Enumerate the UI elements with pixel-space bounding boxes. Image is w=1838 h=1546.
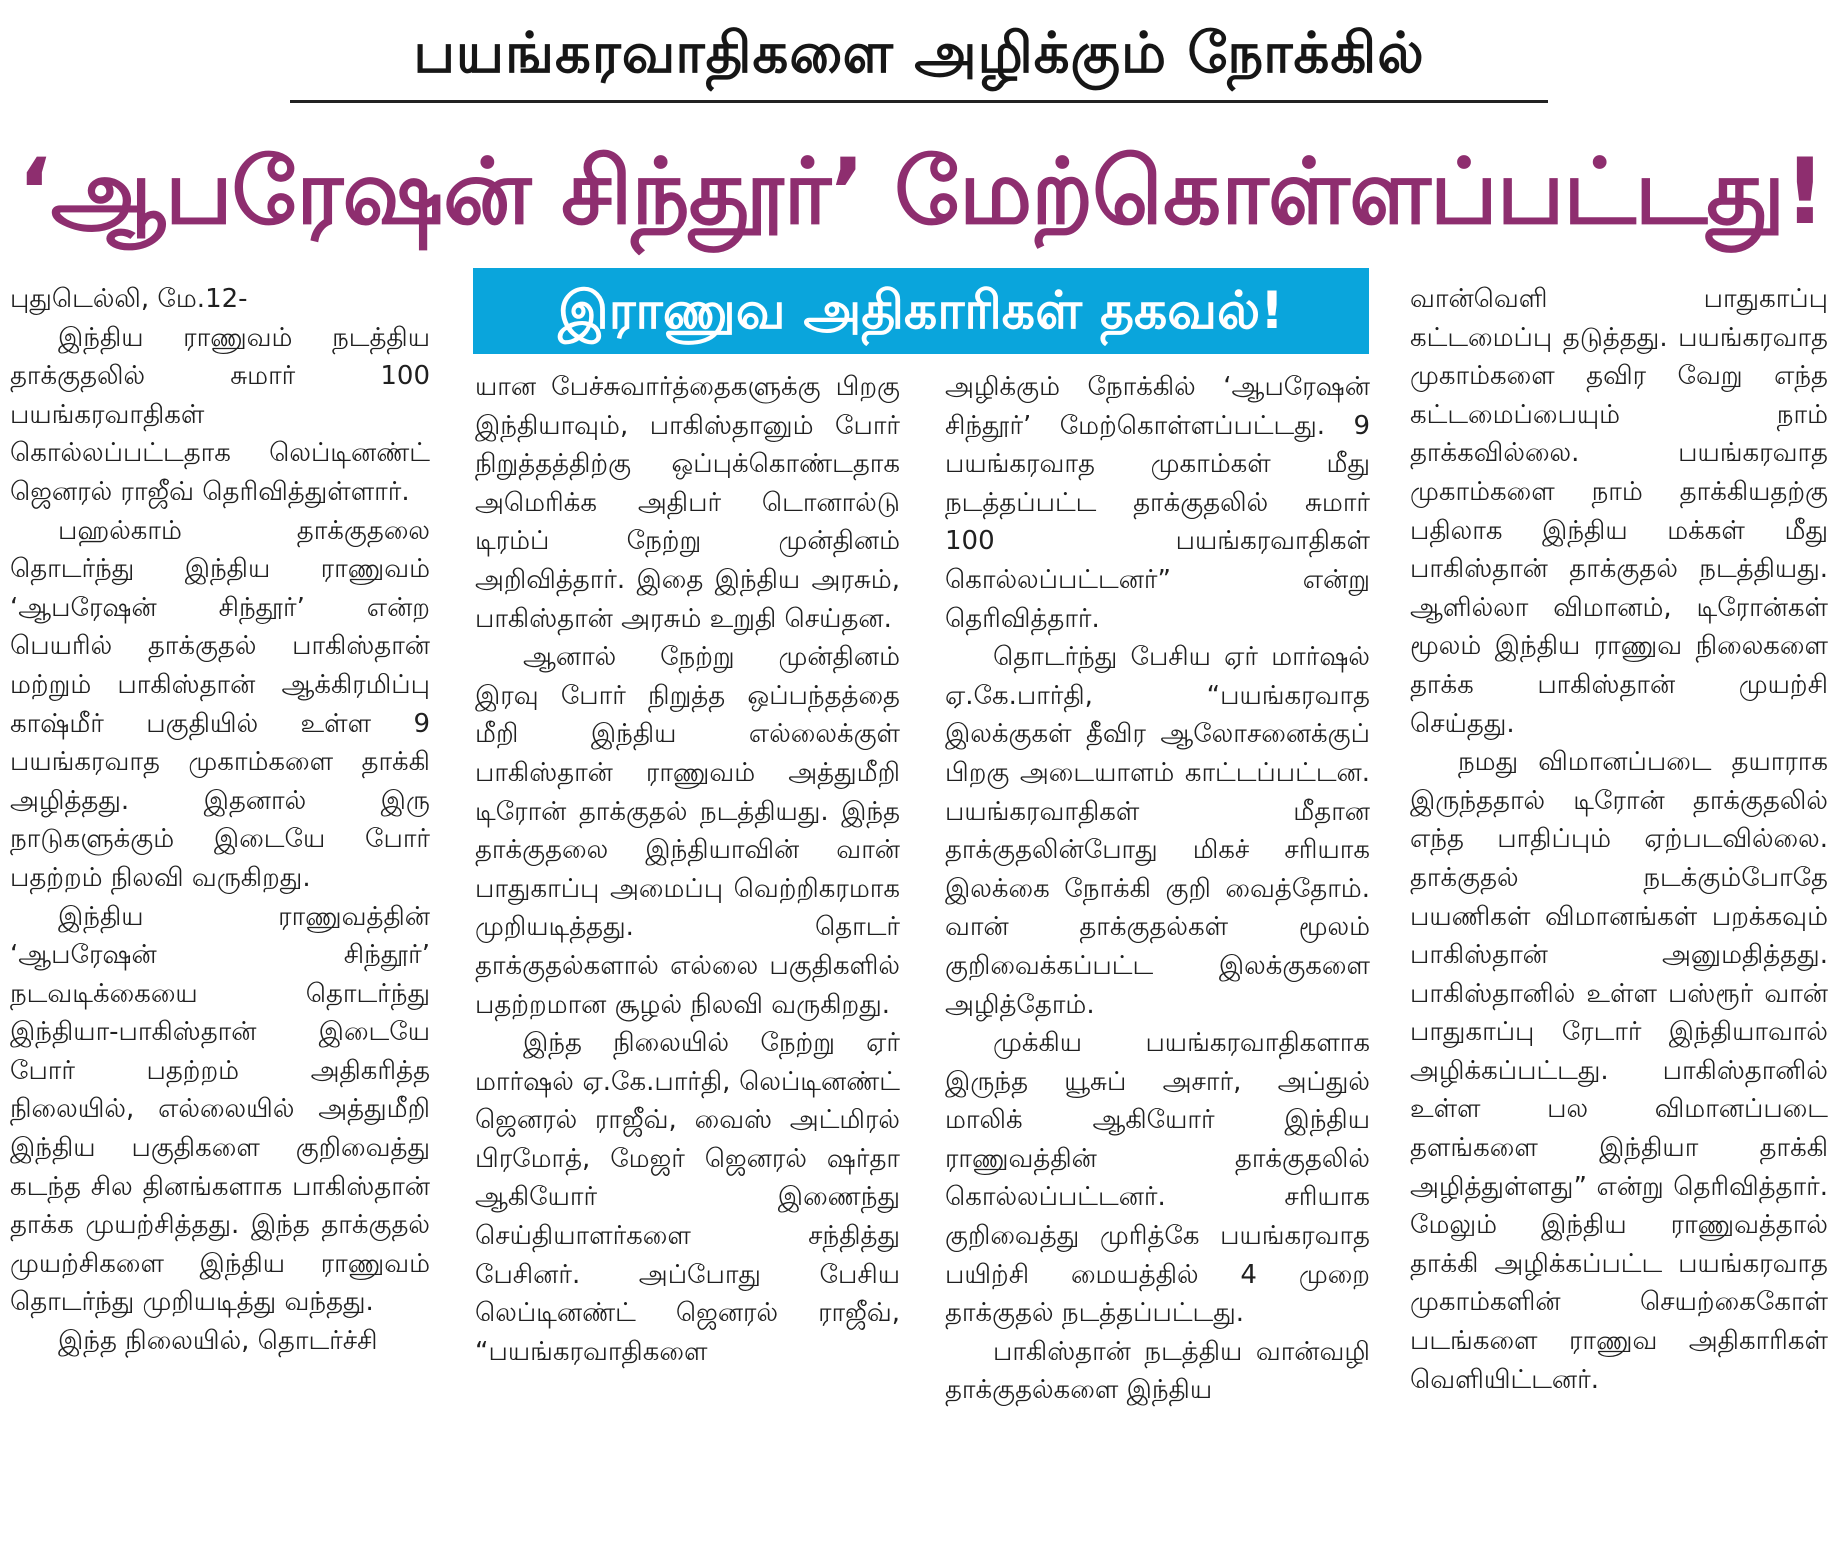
paragraph: ஆனால் நேற்று முன்தினம் இரவு போர் நிறுத்த ஒப்பந்தத்தை மீறி இந்திய எல்லைக்குள் பாகிஸ்தான் ராணுவம் அத்துமீறி டிரோன் தாக்குதல் நடத்தியது. இந்த தாக்குதலை இந்தியாவின் வான் பாதுகாப்பு அமைப்பு வெற்றிகரமாக முறியடித்தது. தொடர் தாக்குதல்களால் எல்லை பகுதிகளில் பதற்றமான சூழல் நிலவி வருகிறது. [475,642,900,1020]
paragraph: அழிக்கும் நோக்கில் ‘ஆபரேஷன் சிந்தூர்’ மேற்கொள்ளப்பட்டது. 9 பயங்கரவாத முகாம்கள் மீது நடத்தப்பட்ட தாக்குதலில் சுமார் 100 பயங்கரவாதிகள் கொல்லப்பட்டனர்” என்று தெரிவித்தார். [945,372,1370,634]
dateline: புதுடெல்லி, மே.12- [10,284,248,314]
kicker-headline: பயங்கரவாதிகளை அழிக்கும் நோக்கில் [290,8,1548,103]
article-column-2 [475,368,900,1371]
main-headline: ‘ஆபரேஷன் சிந்தூர்’ மேற்கொள்ளப்பட்டது! [17,140,1825,245]
paragraph: இந்திய ராணுவம் நடத்திய தாக்குதலில் சுமார் 100 பயங்கரவாதிகள் கொல்லப்பட்டதாக லெப்டினண்ட் ஜெனரல் ராஜீவ் தெரிவித்துள்ளார். [10,322,430,507]
paragraph: யான பேச்சுவார்த்தைகளுக்கு பிறகு இந்தியாவும், பாகிஸ்தானும் போர் நிறுத்தத்திற்கு ஒப்புக்கொண்டதாக அமெரிக்க அதிபர் டொனால்டு டிரம்ப் நேற்று முன்தினம் அறிவித்தார். இதை இந்திய அரசும், பாகிஸ்தான் அரசும் உறுதி செய்தன. [475,372,900,634]
paragraph: தொடர்ந்து பேசிய ஏர் மார்ஷல் ஏ.கே.பார்தி, “பயங்கரவாத இலக்குகள் தீவிர ஆலோசனைக்குப் பிறகு அடையாளம் காட்டப்பட்டன. பயங்கரவாதிகள் மீதான தாக்குதலின்போது மிகச் சரியாக இலக்கை நோக்கி குறி வைத்தோம். வான் தாக்குதல்கள் மூலம் குறிவைக்கப்பட்ட இலக்குகளை அழித்தோம். [945,642,1370,1020]
paragraph: முக்கிய பயங்கரவாதிகளாக இருந்த யூசுப் அசார், அப்துல் மாலிக் ஆகியோர் இந்திய ராணுவத்தின் தாக்குதலில் கொல்லப்பட்டனர். சரியாக குறிவைத்து முரித்கே பயங்கரவாத பயிற்சி மையத்தில் 4 முறை தாக்குதல் நடத்தப்பட்டது. [945,1028,1370,1329]
paragraph: பஹல்காம் தாக்குதலை தொடர்ந்து இந்திய ராணுவம் ‘ஆபரேஷன் சிந்தூர்’ என்ற பெயரில் தாக்குதல் பாகிஸ்தான் மற்றும் பாகிஸ்தான் ஆக்கிரமிப்பு காஷ்மீர் பகுதியில் உள்ள 9 பயங்கரவாத முகாம்களை தாக்கி அழித்தது. இதனால் இரு நாடுகளுக்கும் இடையே போர் பதற்றம் நிலவி வருகிறது. [10,515,430,893]
subheadline-banner: இராணுவ அதிகாரிகள் தகவல்! [473,268,1369,354]
article-column-1 [10,280,430,1361]
paragraph: இந்த நிலையில், தொடர்ச்சி [58,1326,378,1357]
paragraph: இந்த நிலையில் நேற்று ஏர் மார்ஷல் ஏ.கே.பார்தி, லெப்டினண்ட் ஜெனரல் ராஜீவ், வைஸ் அட்மிரல் பிரமோத், மேஜர் ஜெனரல் ஷர்தா ஆகியோர் இணைந்து செய்தியாளர்களை சந்தித்து பேசினர். அப்போது பேசிய லெப்டினண்ட் ஜெனரல் ராஜீவ், “பயங்கரவாதிகளை [475,1028,900,1367]
article-column-3 [945,368,1370,1410]
article-column-4 [1410,280,1828,1399]
paragraph: பாகிஸ்தான் நடத்திய வான்வழி தாக்குதல்களை இந்திய [945,1336,1370,1406]
paragraph: வான்வெளி பாதுகாப்பு கட்டமைப்பு தடுத்தது. பயங்கரவாத முகாம்களை தவிர வேறு எந்த கட்டமைப்பையும் நாம் தாக்கவில்லை. பயங்கரவாத முகாம்களை நாம் தாக்கியதற்கு பதிலாக இந்திய மக்கள் மீது பாகிஸ்தான் தாக்குதல் நடத்தியது. ஆளில்லா விமானம், டிரோன்கள் மூலம் இந்திய ராணுவ நிலைகளை தாக்க பாகிஸ்தான் முயற்சி செய்தது. [1410,284,1828,739]
paragraph: இந்திய ராணுவத்தின் ‘ஆபரேஷன் சிந்தூர்’ நடவடிக்கையை தொடர்ந்து இந்தியா-பாகிஸ்தான் இடையே போர் பதற்றம் அதிகரித்த நிலையில், எல்லையில் அத்துமீறி இந்திய பகுதிகளை குறிவைத்து கடந்த சில தினங்களாக பாகிஸ்தான் தாக்க முயற்சித்தது. இந்த தாக்குதல் முயற்சிகளை இந்திய ராணுவம் தொடர்ந்து முறியடித்து வந்தது. [10,901,430,1318]
paragraph: நமது விமானப்படை தயாராக இருந்ததால் டிரோன் தாக்குதலில் எந்த பாதிப்பும் ஏற்படவில்லை. தாக்குதல் நடக்கும்போதே பயணிகள் விமானங்கள் பறக்கவும் பாகிஸ்தான் அனுமதித்தது. பாகிஸ்தானில் உள்ள பஸ்ரூர் வான் பாதுகாப்பு ரேடார் இந்தியாவால் அழிக்கப்பட்டது. பாகிஸ்தானில் உள்ள பல விமானப்படை தளங்களை இந்தியா தாக்கி அழித்துள்ளது” என்று தெரிவித்தார். மேலும் இந்திய ராணுவத்தால் தாக்கி அழிக்கப்பட்ட பயங்கரவாத முகாம்களின் செயற்கைகோள் படங்களை ராணுவ அதிகாரிகள் வெளியிட்டனர். [1410,747,1828,1395]
